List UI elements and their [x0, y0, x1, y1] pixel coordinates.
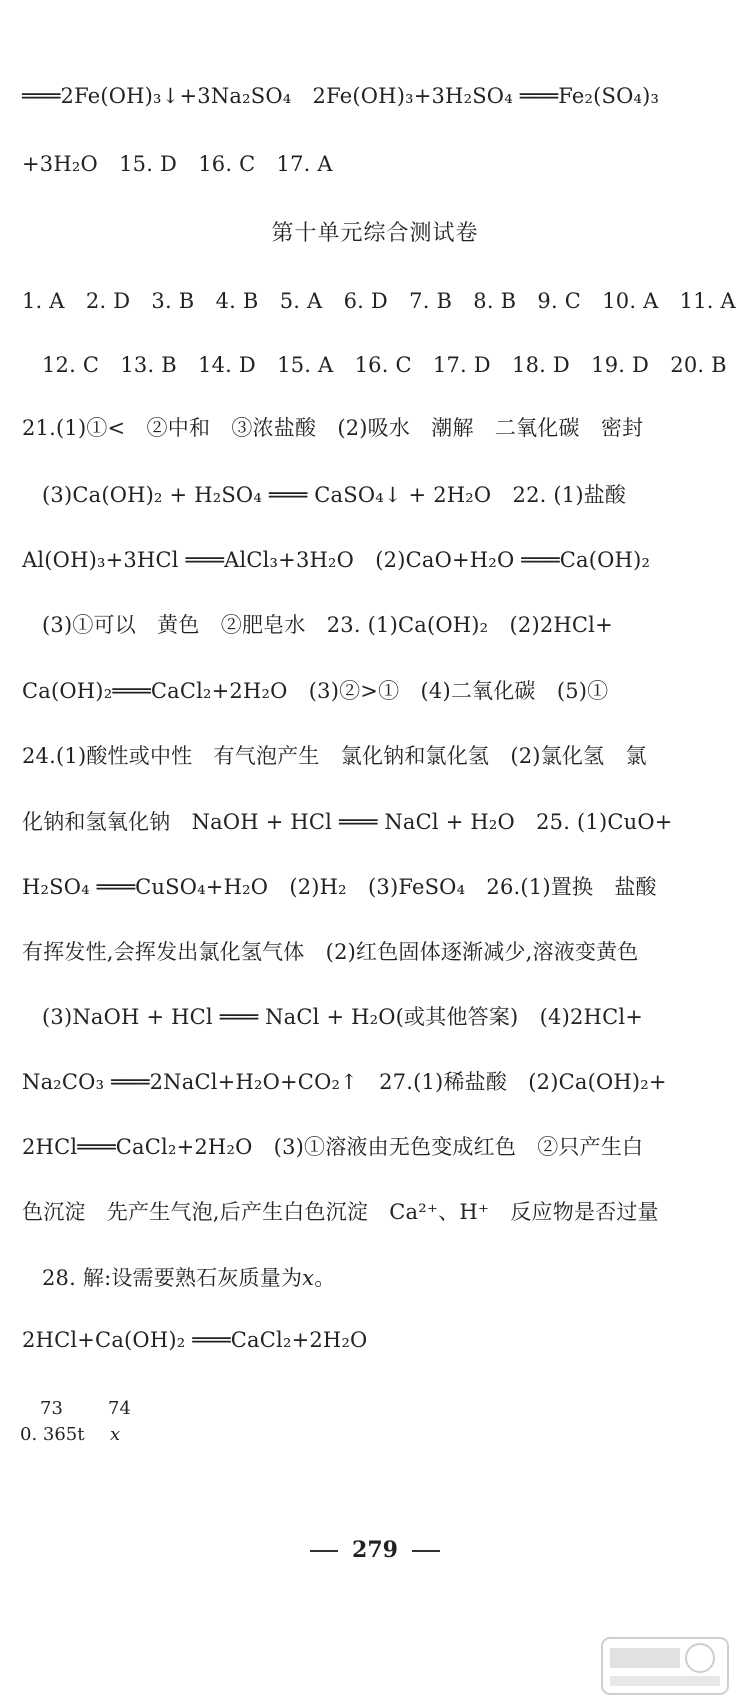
watermark-logo [600, 1636, 730, 1696]
ratio-bottom-left: 0. 365t [20, 1424, 85, 1445]
text-line-12: H₂SO₄ ═══CuSO₄+H₂O (2)H₂ (3)FeSO₄ 26.(1)置换 盐酸 [22, 875, 657, 899]
watermark-circle [686, 1644, 714, 1672]
solution-prefix: 28. 解:设需要熟石灰质量为 [42, 1266, 303, 1290]
text-line-8: (3)①可以 黄色 ②肥皂水 23. (1)Ca(OH)₂ (2)2HCl+ [42, 613, 613, 637]
ratio-top-left: 73 [40, 1398, 63, 1419]
text-line-7: Al(OH)₃+3HCl ═══AlCl₃+3H₂O (2)CaO+H₂O ═══Ca(OH)₂ [22, 548, 651, 572]
text-line-13: 有挥发性,会挥发出氯化氢气体 (2)红色固体逐渐减少,溶液变黄色 [22, 940, 639, 964]
ratio-top-right: 74 [108, 1398, 131, 1419]
text-line-2: +3H₂O 15. D 16. C 17. A [22, 152, 333, 176]
text-line-1: ═══2Fe(OH)₃↓+3Na₂SO₄ 2Fe(OH)₃+3H₂SO₄ ═══Fe₂(SO₄)₃ [22, 84, 660, 108]
text-line-15: Na₂CO₃ ═══2NaCl+H₂O+CO₂↑ 27.(1)稀盐酸 (2)Ca(OH)₂+ [22, 1070, 667, 1094]
text-line-10: 24.(1)酸性或中性 有气泡产生 氯化钠和氯化氢 (2)氯化氢 氯 [22, 744, 647, 768]
text-line-9: Ca(OH)₂═══CaCl₂+2H₂O (3)②>① (4)二氧化碳 (5)① [22, 679, 609, 703]
variable-x: x [302, 1266, 315, 1290]
text-line-17: 色沉淀 先产生气泡,后产生白色沉淀 Ca²⁺、H⁺ 反应物是否过量 [22, 1200, 659, 1224]
text-line-6: (3)Ca(OH)₂ + H₂SO₄ ═══ CaSO₄↓ + 2H₂O 22. (1)盐酸 [42, 483, 627, 507]
section-heading: 第十单元综合测试卷 [271, 221, 479, 246]
equation-line: 2HCl+Ca(OH)₂ ═══CaCl₂+2H₂O [22, 1328, 368, 1352]
text-line-4: 12. C 13. B 14. D 15. A 16. C 17. D 18. D 19. D 20. B [42, 353, 727, 377]
text-line-11: 化钠和氢氧化钠 NaOH + HCl ═══ NaCl + H₂O 25. (1)CuO+ [22, 810, 673, 834]
text-line-3: 1. A 2. D 3. B 4. B 5. A 6. D 7. B 8. B 9. C 10. A 11. A [22, 289, 736, 313]
watermark-block [610, 1648, 680, 1668]
watermark-strip [610, 1676, 720, 1686]
sentence-period: 。 [314, 1266, 336, 1290]
text-line-14: (3)NaOH + HCl ═══ NaCl + H₂O(或其他答案) (4)2HCl+ [42, 1005, 644, 1029]
text-line-5: 21.(1)①< ②中和 ③浓盐酸 (2)吸水 潮解 二氧化碳 密封 [22, 416, 644, 440]
text-line-16: 2HCl═══CaCl₂+2H₂O (3)①溶液由无色变成红色 ②只产生白 [22, 1135, 644, 1159]
page-number-right-dash [412, 1550, 440, 1552]
text-line-18 [42, 1264, 730, 1292]
ratio-bottom-right: x [110, 1424, 121, 1445]
page-number [0, 1536, 750, 1564]
page-number-value: 279 [352, 1537, 398, 1563]
page-number-left-dash [310, 1550, 338, 1552]
